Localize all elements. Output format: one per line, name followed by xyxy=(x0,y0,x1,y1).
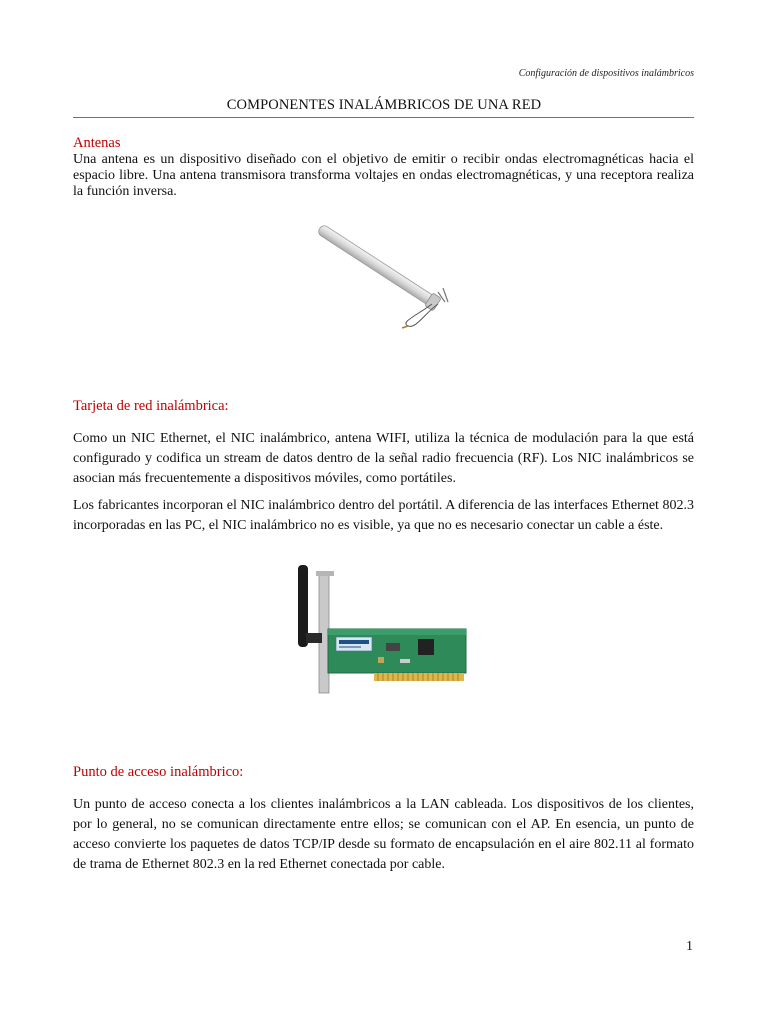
antenna-image xyxy=(312,218,457,330)
page-number: 1 xyxy=(686,939,693,954)
paragraph-tarjeta-2: Los fabricantes incorporan el NIC inalámbrico dentro del portátil. A diferencia de las interfaces Ethernet 802.3 incorporadas en las PC, el NIC inalámbrico no es visible, ya que no es necesario conectar un cable a éste. xyxy=(73,498,694,533)
paragraph-antenas: Una antena es un dispositivo diseñado con el objetivo de emitir o recibir ondas electromagnéticas hacia el espacio libre. Una antena transmisora transforma voltajes en ondas electromagnéticas, y una receptora realiza la función inversa. xyxy=(73,152,694,199)
section-heading-tarjeta: Tarjeta de red inalámbrica: xyxy=(73,398,229,414)
title-underline xyxy=(73,117,694,118)
section-heading-punto-acceso: Punto de acceso inalámbrico: xyxy=(73,764,244,780)
document-title: COMPONENTES INALÁMBRICOS DE UNA RED xyxy=(226,97,542,113)
paragraph-punto-acceso: Un punto de acceso conecta a los clientes inalámbricos a la LAN cableada. Los dispositivos de los clientes, por lo general, no se comunican directamente entre ellos; se comunican con el AP. En esencia, un punto de acceso convierte los paquetes de datos TCP/IP desde su formato de encapsulación en el aire 802.11 al formato de trama de Ethernet 802.3 en la red Ethernet conectada por cable. xyxy=(73,797,694,872)
section-heading-antenas: Antenas xyxy=(73,135,121,151)
wireless-nic-card-image xyxy=(290,563,476,698)
paragraph-tarjeta-1: Como un NIC Ethernet, el NIC inalámbrico, antena WIFI, utiliza la técnica de modulación para la que está configurado y codifica un stream de datos dentro de la señal radio frecuencia (RF). Los NIC inalámbricos se asocian más frecuentemente a dispositivos móviles, como portátiles. xyxy=(73,431,694,486)
running-header: Configuración de dispositivos inalámbricos xyxy=(518,68,694,79)
